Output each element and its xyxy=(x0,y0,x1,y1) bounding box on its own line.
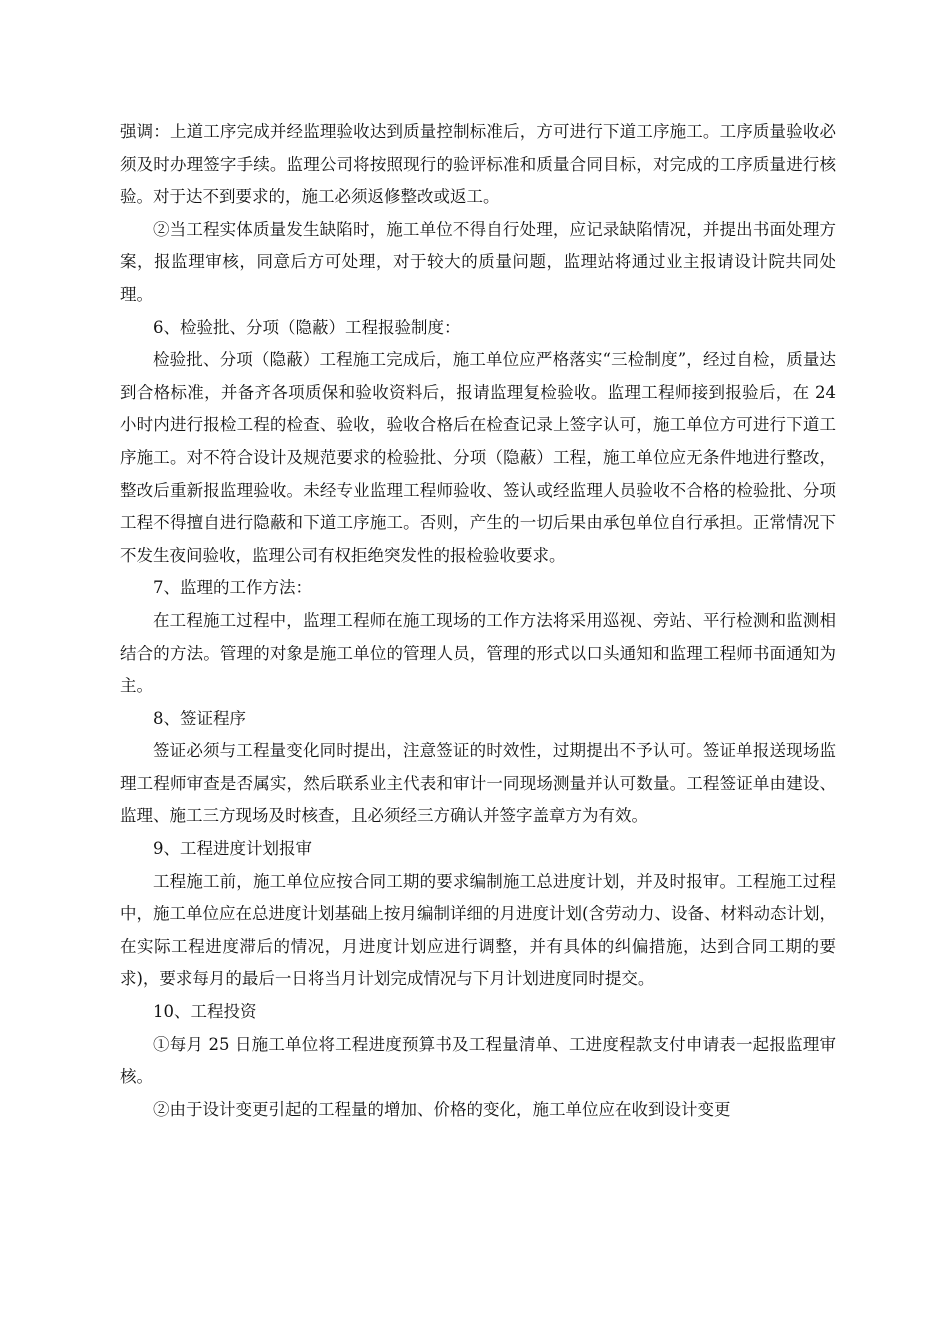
paragraph-visa-procedure: 签证必须与工程量变化同时提出，注意签证的时效性，过期提出不予认可。签证单报送现场监理工程师审查是否属实，然后联系业主代表和审计一同现场测量并认可数量。工程签证单由建设、监理、施工三方现场及时核查，且必须经三方确认并签字盖章方为有效。 xyxy=(120,741,836,826)
paragraph-work-methods: 在工程施工过程中，监理工程师在施工现场的工作方法将采用巡视、旁站、平行检测和监测相结合的方法。管理的对象是施工单位的管理人员，管理的形式以口头通知和监理工程师书面通知为主。 xyxy=(120,610,836,696)
section-heading-investment: 10、工程投资 xyxy=(153,1002,257,1022)
paragraph-quality-emphasis: 强调：上道工序完成并经监理验收达到质量控制标准后，方可进行下道工序施工。工序质量验收必须及时办理签字手续。监理公司将按照现行的验评标准和质量合同目标，对完成的工序质量进行核验。对于达不到要求的，施工必须返修整改或返工。 xyxy=(120,122,836,207)
section-heading-work-methods: 7、监理的工作方法： xyxy=(153,578,312,598)
paragraph-schedule-review: 工程施工前，施工单位应按合同工期的要求编制施工总进度计划，并及时报审。工程施工过程中，施工单位应在总进度计划基础上按月编制详细的月进度计划(含劳动力、设备、材料动态计划，在实际工程进度滞后的情况，月进度计划应进行调整，并有具体的纠偏措施，达到合同工期的要求)，要求每月的最后一日将当月计划完成情况与下月计划进度同时提交。 xyxy=(120,871,836,989)
document-body xyxy=(120,116,836,1126)
section-heading-schedule-review: 9、工程进度计划报审 xyxy=(153,839,312,859)
paragraph-investment-design-change: ②由于设计变更引起的工程量的增加、价格的变化，施工单位应在收到设计变更 xyxy=(153,1099,731,1119)
section-heading-inspection-system: 6、检验批、分项（隐蔽）工程报验制度： xyxy=(153,317,461,337)
paragraph-defect-handling: ②当工程实体质量发生缺陷时，施工单位不得自行处理，应记录缺陷情况，并提出书面处理方案，报监理审核，同意后方可处理，对于较大的质量问题，监理站将通过业主报请设计院共同处理。 xyxy=(120,219,836,304)
paragraph-inspection-system: 检验批、分项（隐蔽）工程施工完成后，施工单位应严格落实“三检制度”，经过自检，质量达到合格标准，并备齐各项质保和验收资料后，报请监理复检验收。监理工程师接到报验后，在 24 小时内进行报检工程的检查、验收，验收合格后在检查记录上签字认可，施工单位方可进行下道工序施工。对不符合设计及规范要求的检验批、分项（隐蔽）工程，施工单位应无条件地进行整改，整改后重新报监理验收。未经专业监理工程师验收、签认或经监理人员验收不合格的检验批、分项工程不得擅自进行隐蔽和下道工序施工。否则，产生的一切后果由承包单位自行承担。正常情况下不发生夜间验收，监理公司有权拒绝突发性的报检验收要求。 xyxy=(120,350,836,565)
paragraph-investment-monthly: ①每月 25 日施工单位将工程进度预算书及工程量清单、工进度程款支付申请表一起报监理审核。 xyxy=(120,1034,836,1087)
section-heading-visa-procedure: 8、签证程序 xyxy=(153,708,246,728)
